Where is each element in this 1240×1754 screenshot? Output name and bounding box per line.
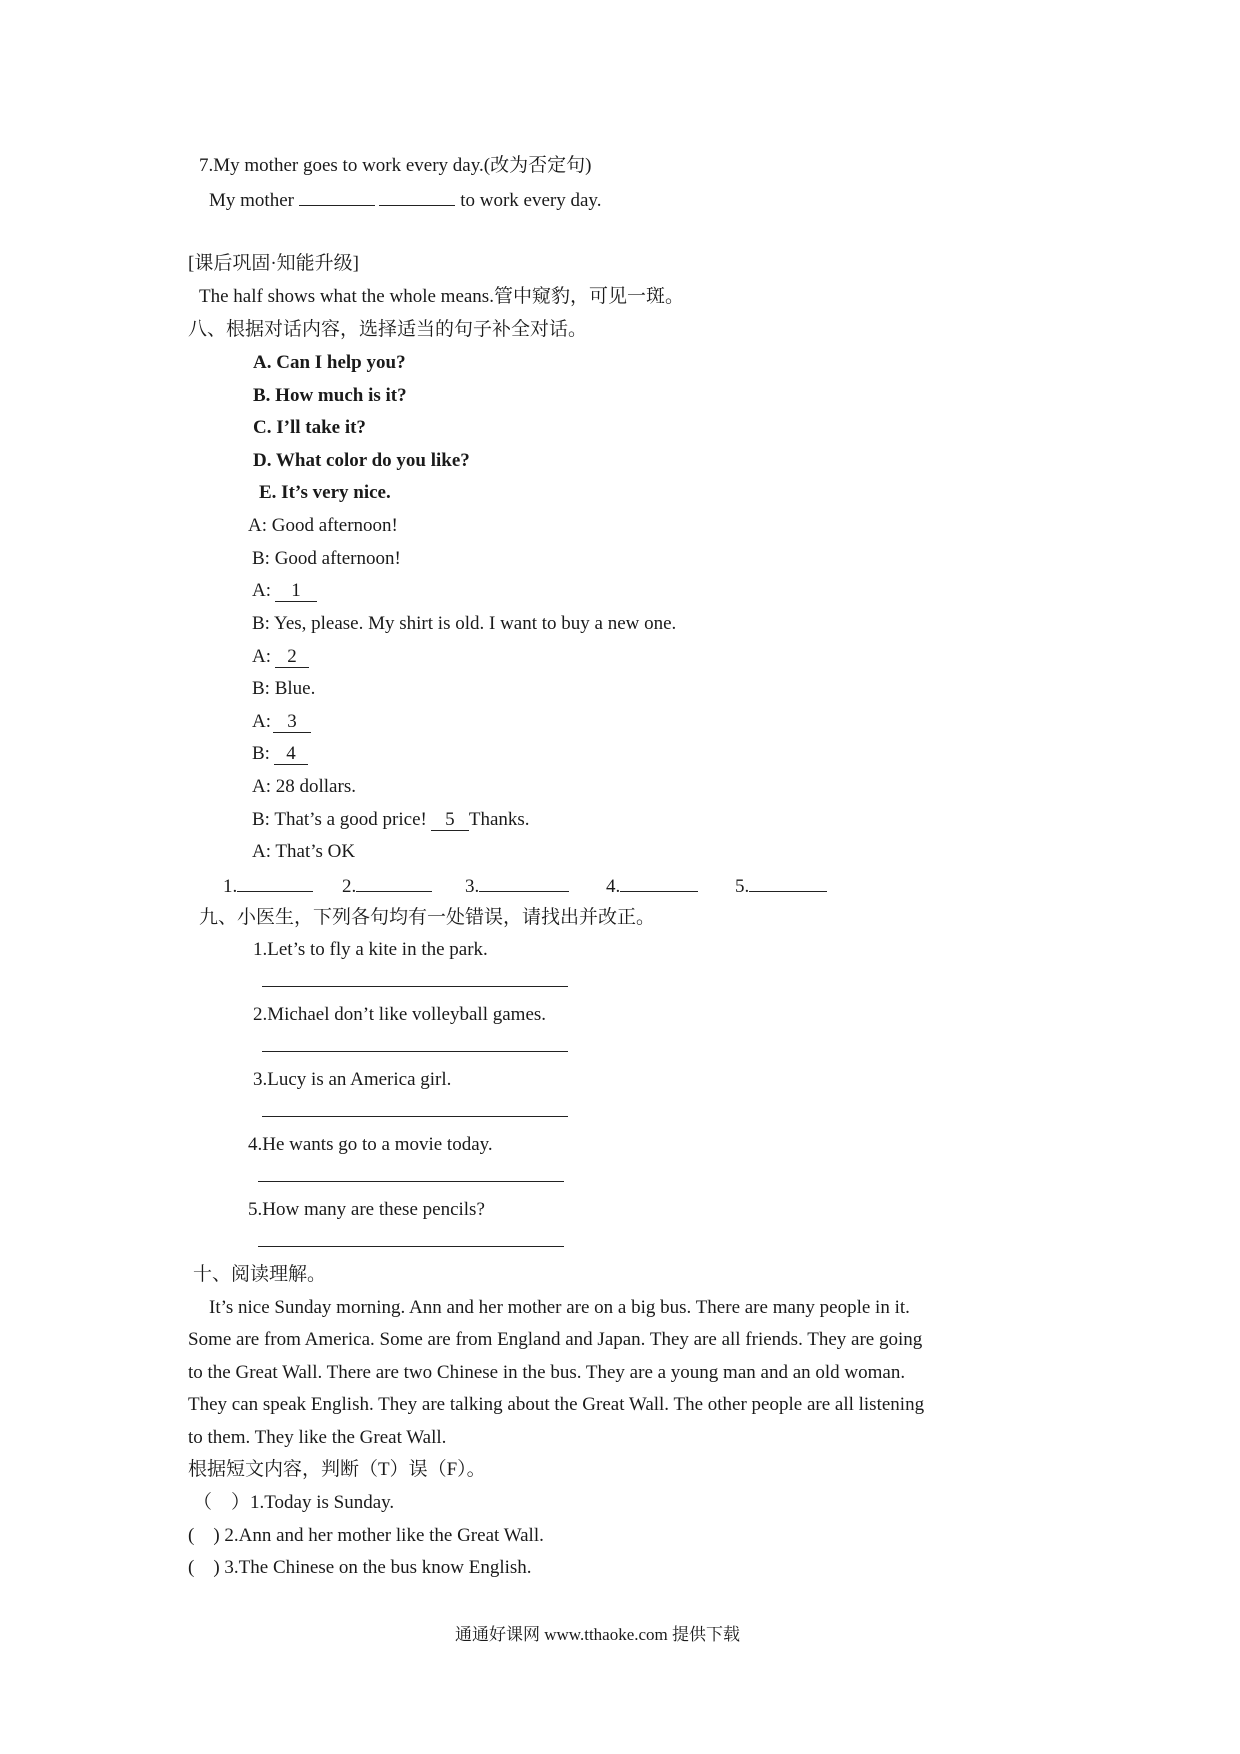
- correction-line-3[interactable]: [262, 1116, 568, 1117]
- speaker-a: A:: [252, 646, 271, 667]
- footer-credit: 通通好课网 www.tthaoke.com 提供下载: [455, 1625, 741, 1644]
- answer-label-1: 1.: [223, 876, 238, 897]
- answer-label-4: 4.: [606, 876, 621, 897]
- proverb: The half shows what the whole means.管中窥豹，可见一斑。: [199, 286, 684, 307]
- q7-question: 7.My mother goes to work every day.(改为否定句): [199, 155, 592, 176]
- answer-blank-1[interactable]: [237, 873, 313, 892]
- error-item-4: 4.He wants go to a movie today.: [248, 1134, 493, 1155]
- dialogue-blank-2[interactable]: 2: [275, 647, 309, 668]
- q7-fill-line: [209, 187, 601, 213]
- error-item-1: 1.Let’s to fly a kite in the park.: [253, 939, 488, 960]
- q7-blank-1[interactable]: [299, 187, 375, 206]
- speaker-b: B:: [252, 743, 270, 764]
- dialogue-blank-5[interactable]: 5: [431, 810, 469, 831]
- error-item-2: 2.Michael don’t like volleyball games.: [253, 1004, 547, 1025]
- correction-line-1[interactable]: [262, 986, 568, 987]
- dialogue-line-9: A: 28 dollars.: [252, 776, 356, 797]
- dialogue-blank-3[interactable]: 3: [273, 712, 311, 733]
- consolidation-heading: [课后巩固·知能升级]: [188, 253, 359, 274]
- q7-suffix: to work every day.: [460, 190, 602, 211]
- correction-line-2[interactable]: [262, 1051, 568, 1052]
- dialogue-line-2: B: Good afternoon!: [252, 548, 401, 569]
- q7-blank-2[interactable]: [379, 187, 455, 206]
- dialogue-line-10-after: Thanks.: [468, 809, 530, 830]
- judgment-2[interactable]: ( ) 2.Ann and her mother like the Great Wall.: [188, 1525, 544, 1546]
- passage-line-1: It’s nice Sunday morning. Ann and her mother are on a big bus. There are many people in it.: [209, 1297, 910, 1318]
- answer-row: [223, 873, 827, 899]
- passage-line-4: They can speak English. They are talking about the Great Wall. The other people are all listening: [188, 1394, 925, 1415]
- dialogue-line-8: [252, 742, 308, 766]
- dialogue-line-10-before: B: That’s a good price!: [252, 809, 427, 830]
- dialogue-blank-1[interactable]: 1: [275, 581, 317, 602]
- dialogue-line-7: [252, 710, 311, 734]
- dialogue-line-1: A: Good afternoon!: [248, 515, 398, 536]
- correction-line-5[interactable]: [258, 1246, 564, 1247]
- dialogue-line-3: [252, 579, 317, 603]
- option-c: C. I’ll take it?: [253, 417, 366, 438]
- error-item-3: 3.Lucy is an America girl.: [253, 1069, 452, 1090]
- answer-blank-5[interactable]: [749, 873, 827, 892]
- answer-label-3: 3.: [465, 876, 480, 897]
- answer-label-2: 2.: [342, 876, 357, 897]
- section10-title: 十、阅读理解。: [193, 1264, 327, 1285]
- judgment-1[interactable]: （ ）1.Today is Sunday.: [193, 1492, 395, 1513]
- answer-blank-4[interactable]: [620, 873, 698, 892]
- error-item-5: 5.How many are these pencils?: [248, 1199, 485, 1220]
- passage-line-2: Some are from America. Some are from England and Japan. They are all friends. They are going: [188, 1329, 923, 1350]
- answer-label-5: 5.: [735, 876, 750, 897]
- dialogue-blank-4[interactable]: 4: [274, 744, 308, 765]
- section8-title: 八、根据对话内容，选择适当的句子补全对话。: [188, 319, 588, 340]
- passage-line-5: to them. They like the Great Wall.: [188, 1427, 447, 1448]
- dialogue-line-6: B: Blue.: [252, 678, 316, 699]
- dialogue-line-5: [252, 645, 309, 669]
- q7-prefix: My mother: [209, 190, 294, 211]
- speaker-a: A:: [252, 580, 271, 601]
- answer-blank-2[interactable]: [356, 873, 432, 892]
- dialogue-line-10: [252, 808, 530, 832]
- answer-blank-3[interactable]: [479, 873, 569, 892]
- option-b: B. How much is it?: [253, 385, 407, 406]
- option-d: D. What color do you like?: [253, 450, 470, 471]
- section9-title: 九、小医生，下列各句均有一处错误，请找出并改正。: [199, 907, 656, 928]
- option-e: E. It’s very nice.: [259, 482, 391, 503]
- option-a: A. Can I help you?: [253, 352, 406, 373]
- dialogue-line-11: A: That’s OK: [252, 841, 356, 862]
- judgment-instruction: 根据短文内容，判断（T）误（F）。: [188, 1459, 486, 1480]
- dialogue-line-4: B: Yes, please. My shirt is old. I want to buy a new one.: [252, 613, 677, 634]
- correction-line-4[interactable]: [258, 1181, 564, 1182]
- passage-line-3: to the Great Wall. There are two Chinese in the bus. They are a young man and an old woman.: [188, 1362, 906, 1383]
- speaker-a: A:: [252, 711, 271, 732]
- judgment-3[interactable]: ( ) 3.The Chinese on the bus know English.: [188, 1557, 532, 1578]
